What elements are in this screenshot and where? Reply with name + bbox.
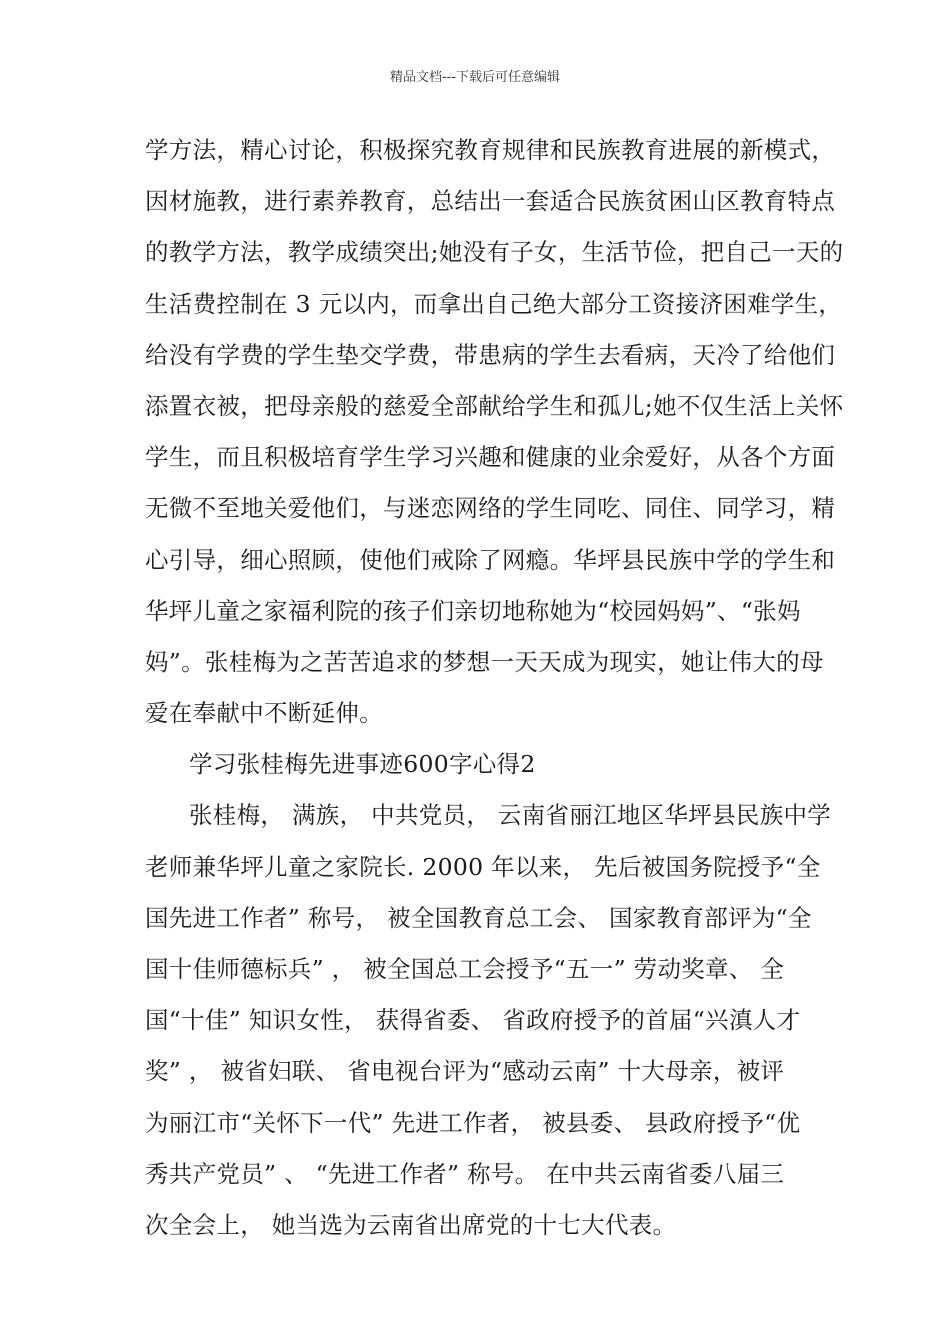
- section-heading: 学习张桂梅先进事迹600字心得2: [189, 750, 536, 779]
- paragraph-line: 老师兼华坪儿童之家院长. 2000 年以来， 先后被国务院授予“全: [145, 852, 821, 881]
- paragraph-line: 次全会上， 她当选为云南省出席党的十七大代表。: [145, 1210, 677, 1239]
- paragraph-line: 国“十佳” 知识女性， 获得省委、 省政府授予的首届“兴滇人才: [145, 1006, 801, 1035]
- paragraph-line: 国十佳师德标兵” ， 被全国总工会授予“五一” 劳动奖章、 全: [145, 955, 785, 983]
- paragraph-line: 学生，而且积极培育学生学习兴趣和健康的业余爱好，从各个方面: [145, 443, 836, 472]
- paragraph-line: 妈”。张桂梅为之苦苦追求的梦想一天天成为现实，她让伟大的母: [145, 647, 824, 676]
- paragraph-line: 添置衣被，把母亲般的慈爱全部献给学生和孤儿;她不仅生活上关怀: [145, 391, 844, 420]
- paragraph-line: 爱在奉献中不断延伸。: [145, 699, 383, 728]
- paragraph-line: 奖” ， 被省妇联、 省电视台评为“感动云南” 十大母亲，被评: [145, 1057, 785, 1086]
- paragraph-line: 因材施教，进行素养教育，总结出一套适合民族贫困山区教育特点: [145, 187, 836, 216]
- page-header: 精品文档---下载后可任意编辑: [389, 70, 561, 85]
- paragraph-line: 心引导，细心照顾，使他们戒除了网瘾。华坪县民族中学的学生和: [145, 545, 836, 574]
- document-body: [145, 125, 844, 1251]
- paragraph-line: 张桂梅， 满族， 中共党员， 云南省丽江地区华坪县民族中学: [189, 801, 832, 830]
- paragraph-line: 秀共产党员” 、 “先进工作者” 称号。 在中共云南省委八届三: [145, 1159, 785, 1188]
- paragraph-line: 生活费控制在 3 元以内，而拿出自己绝大部分工资接济困难学生，: [145, 289, 843, 318]
- paragraph-line: 无微不至地关爱他们，与迷恋网络的学生同吃、同住、同学习，精: [145, 494, 836, 523]
- paragraph-line: 为丽江市“关怀下一代” 先进工作者， 被县委、 县政府授予“优: [145, 1108, 801, 1137]
- paragraph-line: 国先进工作者” 称号， 被全国教育总工会、 国家教育部评为“全: [145, 903, 812, 932]
- paragraph-line: 华坪儿童之家福利院的孩子们亲切地称她为“校园妈妈”、“张妈: [145, 596, 801, 625]
- paragraph-line: 给没有学费的学生垫交学费，带患病的学生去看病，天冷了给他们: [145, 340, 836, 369]
- paragraph-line: 的教学方法，教学成绩突出;她没有子女，生活节俭，把自己一天的: [145, 238, 844, 267]
- paragraph-line: 学方法，精心讨论，积极探究教育规律和民族教育进展的新模式，: [145, 136, 836, 164]
